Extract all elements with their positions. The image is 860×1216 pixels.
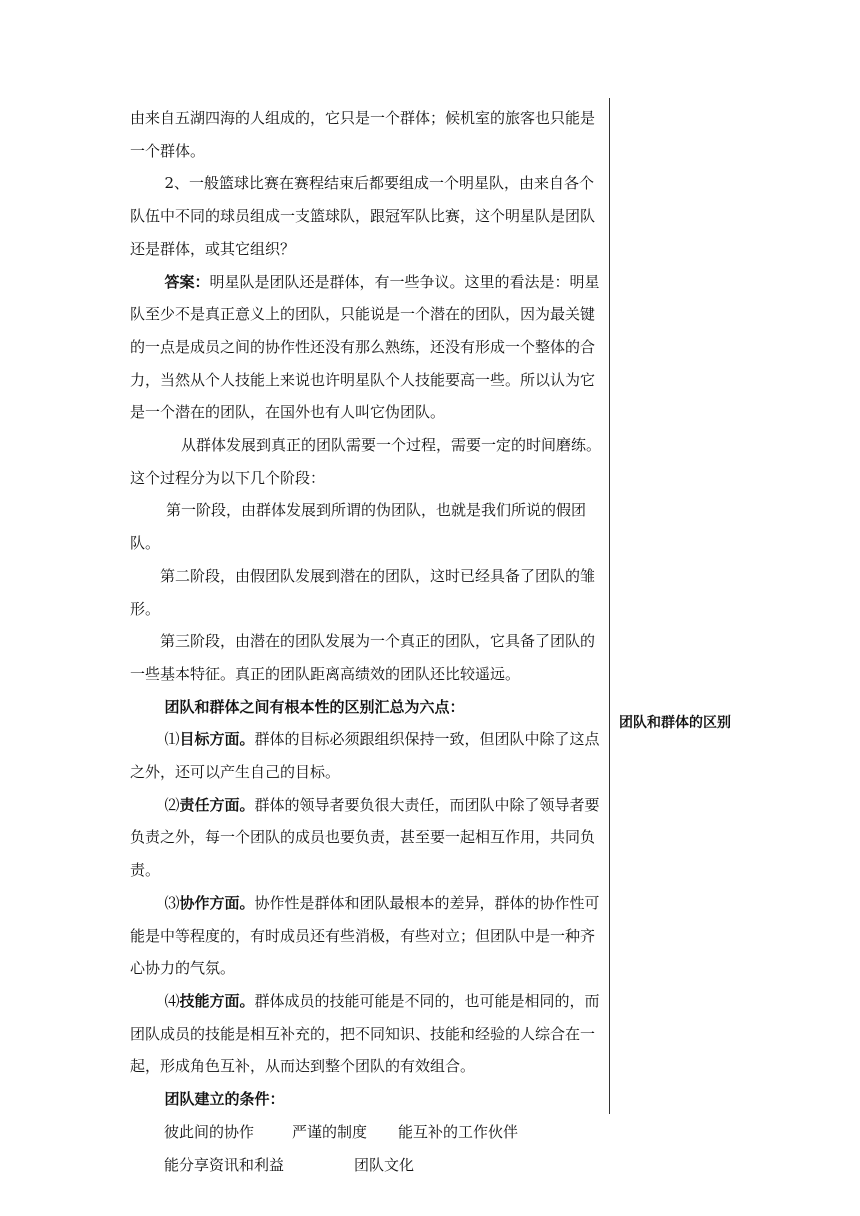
side-note: 团队和群体的区别 — [619, 715, 731, 731]
column-divider — [609, 98, 610, 1114]
differences-heading: 团队和群体之间有根本性的区别汇总为六点： — [164, 697, 465, 716]
item-text: 协作性是群体和团队最根本的差异，群体的协作性可能是中等程度的，有时成员还有些消极，有些对立；但团队中是一种齐心协力的气氛。 — [130, 893, 600, 978]
stages-intro: 从群体发展到真正的团队需要一个过程，需要一定的时间磨练。这个过程分为以下几个阶段： — [130, 436, 602, 487]
paragraph-group-examples: 由来自五湖四海的人组成的，它只是一个群体；候机室的旅客也只能是一个群体。 — [130, 109, 596, 160]
item-text: 群体成员的技能可能是不同的，也可能是相同的，而团队成员的技能是相互补充的，把不同知识、技能和经验的人综合在一起，形成角色互补，从而达到整个团队的有效组合。 — [130, 991, 600, 1076]
item-label: 目标方面。 — [179, 730, 255, 749]
conditions-row-1 — [130, 1116, 604, 1149]
item-label: 技能方面。 — [179, 991, 255, 1010]
item-label: 协作方面。 — [179, 893, 255, 912]
item-number: ⑷ — [164, 991, 180, 1010]
conditions-heading: 团队建立的条件： — [164, 1090, 285, 1109]
item-text: 群体的领导者要负很大责任，而团队中除了领导者要负责之外，每一个团队的成员也要负责，甚至要一起相互作用，共同负责。 — [130, 795, 600, 880]
stage-3: 第三阶段，由潜在的团队发展为一个真正的团队，它具备了团队的一些基本特征。真正的团队距离高绩效的团队还比较遥远。 — [130, 632, 596, 683]
difference-goal — [130, 723, 604, 788]
difference-responsibility — [130, 789, 604, 887]
main-column — [130, 102, 604, 1181]
condition-item: 能互补的工作伙伴 — [398, 1122, 519, 1141]
condition-item: 团队文化 — [354, 1155, 415, 1174]
difference-cooperation — [130, 887, 604, 985]
item-number: ⑴ — [164, 730, 180, 749]
difference-skills — [130, 985, 604, 1083]
answer-paragraph — [130, 266, 604, 430]
conditions-row-2 — [130, 1149, 604, 1182]
stage-1: 第一阶段，由群体发展到所谓的伪团队，也就是我们所说的假团队。 — [130, 501, 587, 553]
condition-item: 彼此间的协作 — [164, 1122, 255, 1141]
answer-label: 答案： — [164, 272, 210, 291]
item-number: ⑵ — [164, 795, 180, 814]
condition-item: 严谨的制度 — [292, 1122, 368, 1141]
item-number: ⑶ — [164, 893, 180, 912]
question-all-star-team: 2、一般篮球比赛在赛程结束后都要组成一个明星队，由来自各个队伍中不同的球员组成一支篮球队，跟冠军队比赛，这个明星队是团队还是群体，或其它组织？ — [130, 174, 596, 258]
item-label: 责任方面。 — [179, 795, 255, 814]
item-text: 群体的目标必须跟组织保持一致，但团队中除了这点之外，还可以产生自己的目标。 — [130, 730, 600, 782]
stage-2: 第二阶段，由假团队发展到潜在的团队，这时已经具备了团队的雏形。 — [130, 566, 596, 618]
answer-text: 明星队是团队还是群体，有一些争议。这里的看法是：明星队至少不是真正意义上的团队，只能说是一个潜在的团队，因为最关键的一点是成员之间的协作性还没有那么熟练，还没有形成一个整体的合力，当然从个人技能上来说也许明星队个人技能要高一些。所以认为它是一个潜在的团队，在国外也有人叫它伪团队。 — [130, 272, 600, 422]
condition-item: 能分享资讯和利益 — [164, 1155, 285, 1174]
